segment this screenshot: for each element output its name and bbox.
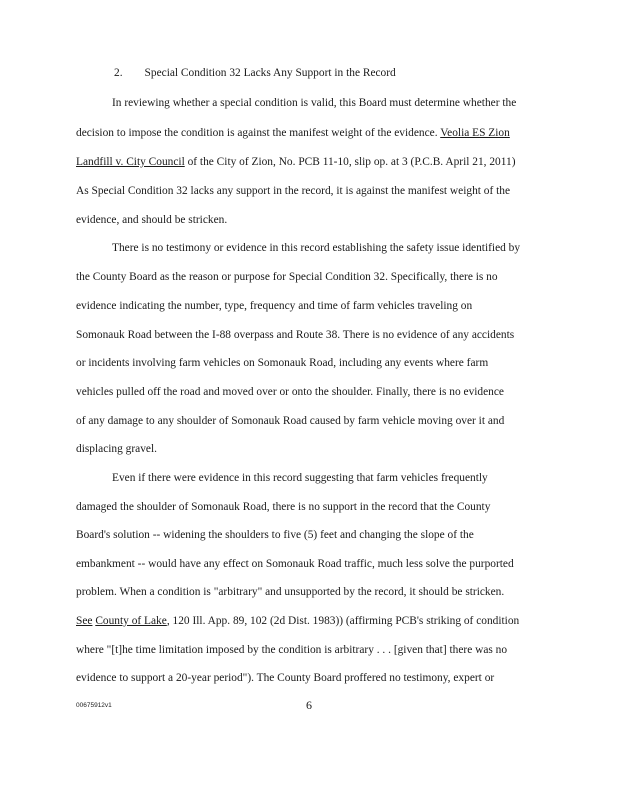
paragraph-line: damaged the shoulder of Somonauk Road, there is no support in the record that the County: [76, 501, 491, 513]
paragraph-line: Somonauk Road between the I-88 overpass and Route 38. There is no evidence of any accidents: [76, 329, 515, 341]
paragraph-line: the County Board as the reason or purpose for Special Condition 32. Specifically, there is no: [76, 271, 498, 283]
section-title: Special Condition 32 Lacks Any Support in the Record: [144, 67, 396, 79]
paragraph-line: Even if there were evidence in this record suggesting that farm vehicles frequently: [112, 472, 488, 484]
case-citation: County of Lake: [95, 615, 167, 627]
signal-see: See: [76, 615, 93, 627]
paragraph-line: embankment -- would have any effect on Somonauk Road traffic, much less solve the purported: [76, 558, 514, 570]
paragraph-line: of any damage to any shoulder of Somonauk Road caused by farm vehicle moving over it and: [76, 415, 505, 427]
text-span: of the City of Zion, No. PCB 11-10, slip op. at 3 (P.C.B. April 21, 2011): [184, 156, 516, 168]
paragraph-line: Board's solution -- widening the shoulders to five (5) feet and changing the slope of the: [76, 529, 474, 541]
paragraph-line: displacing gravel.: [76, 443, 157, 455]
paragraph-line: problem. When a condition is "arbitrary" and unsupported by the record, it should be stricken.: [76, 586, 505, 598]
text-span: decision to impose the condition is against the manifest weight of the evidence.: [76, 127, 441, 139]
paragraph-line: where "[t]he time limitation imposed by the condition is arbitrary . . . [given that] there was no: [76, 644, 508, 656]
paragraph-line: [76, 155, 516, 169]
paragraph-line: In reviewing whether a special condition is valid, this Board must determine whether the: [112, 97, 517, 109]
paragraph-line: evidence indicating the number, type, frequency and time of farm vehicles traveling on: [76, 300, 473, 312]
page-number: 6: [306, 698, 312, 712]
paragraph-line: evidence, and should be stricken.: [76, 214, 228, 226]
paragraph-line: evidence to support a 20-year period"). The County Board proffered no testimony, expert or: [76, 672, 495, 684]
paragraph-line: or incidents involving farm vehicles on Somonauk Road, including any events where farm: [76, 357, 489, 369]
paragraph-line: There is no testimony or evidence in this record establishing the safety issue identified by: [112, 242, 521, 254]
case-citation: Veolia ES Zion: [440, 127, 510, 139]
text-span: , 120 Ill. App. 89, 102 (2d Dist. 1983)) (affirming PCB's striking of condition: [166, 615, 520, 627]
paragraph-line: [76, 614, 519, 628]
section-heading: [114, 66, 396, 80]
section-number: 2.: [114, 67, 123, 79]
paragraph-line: As Special Condition 32 lacks any support in the record, it is against the manifest weight of the: [76, 185, 511, 197]
case-citation: Landfill v. City Council: [76, 156, 185, 168]
paragraph-line: vehicles pulled off the road and moved over or onto the shoulder. Finally, there is no evidence: [76, 386, 504, 398]
document-id: 00675912v1: [76, 702, 112, 709]
paragraph-line: [76, 126, 510, 140]
